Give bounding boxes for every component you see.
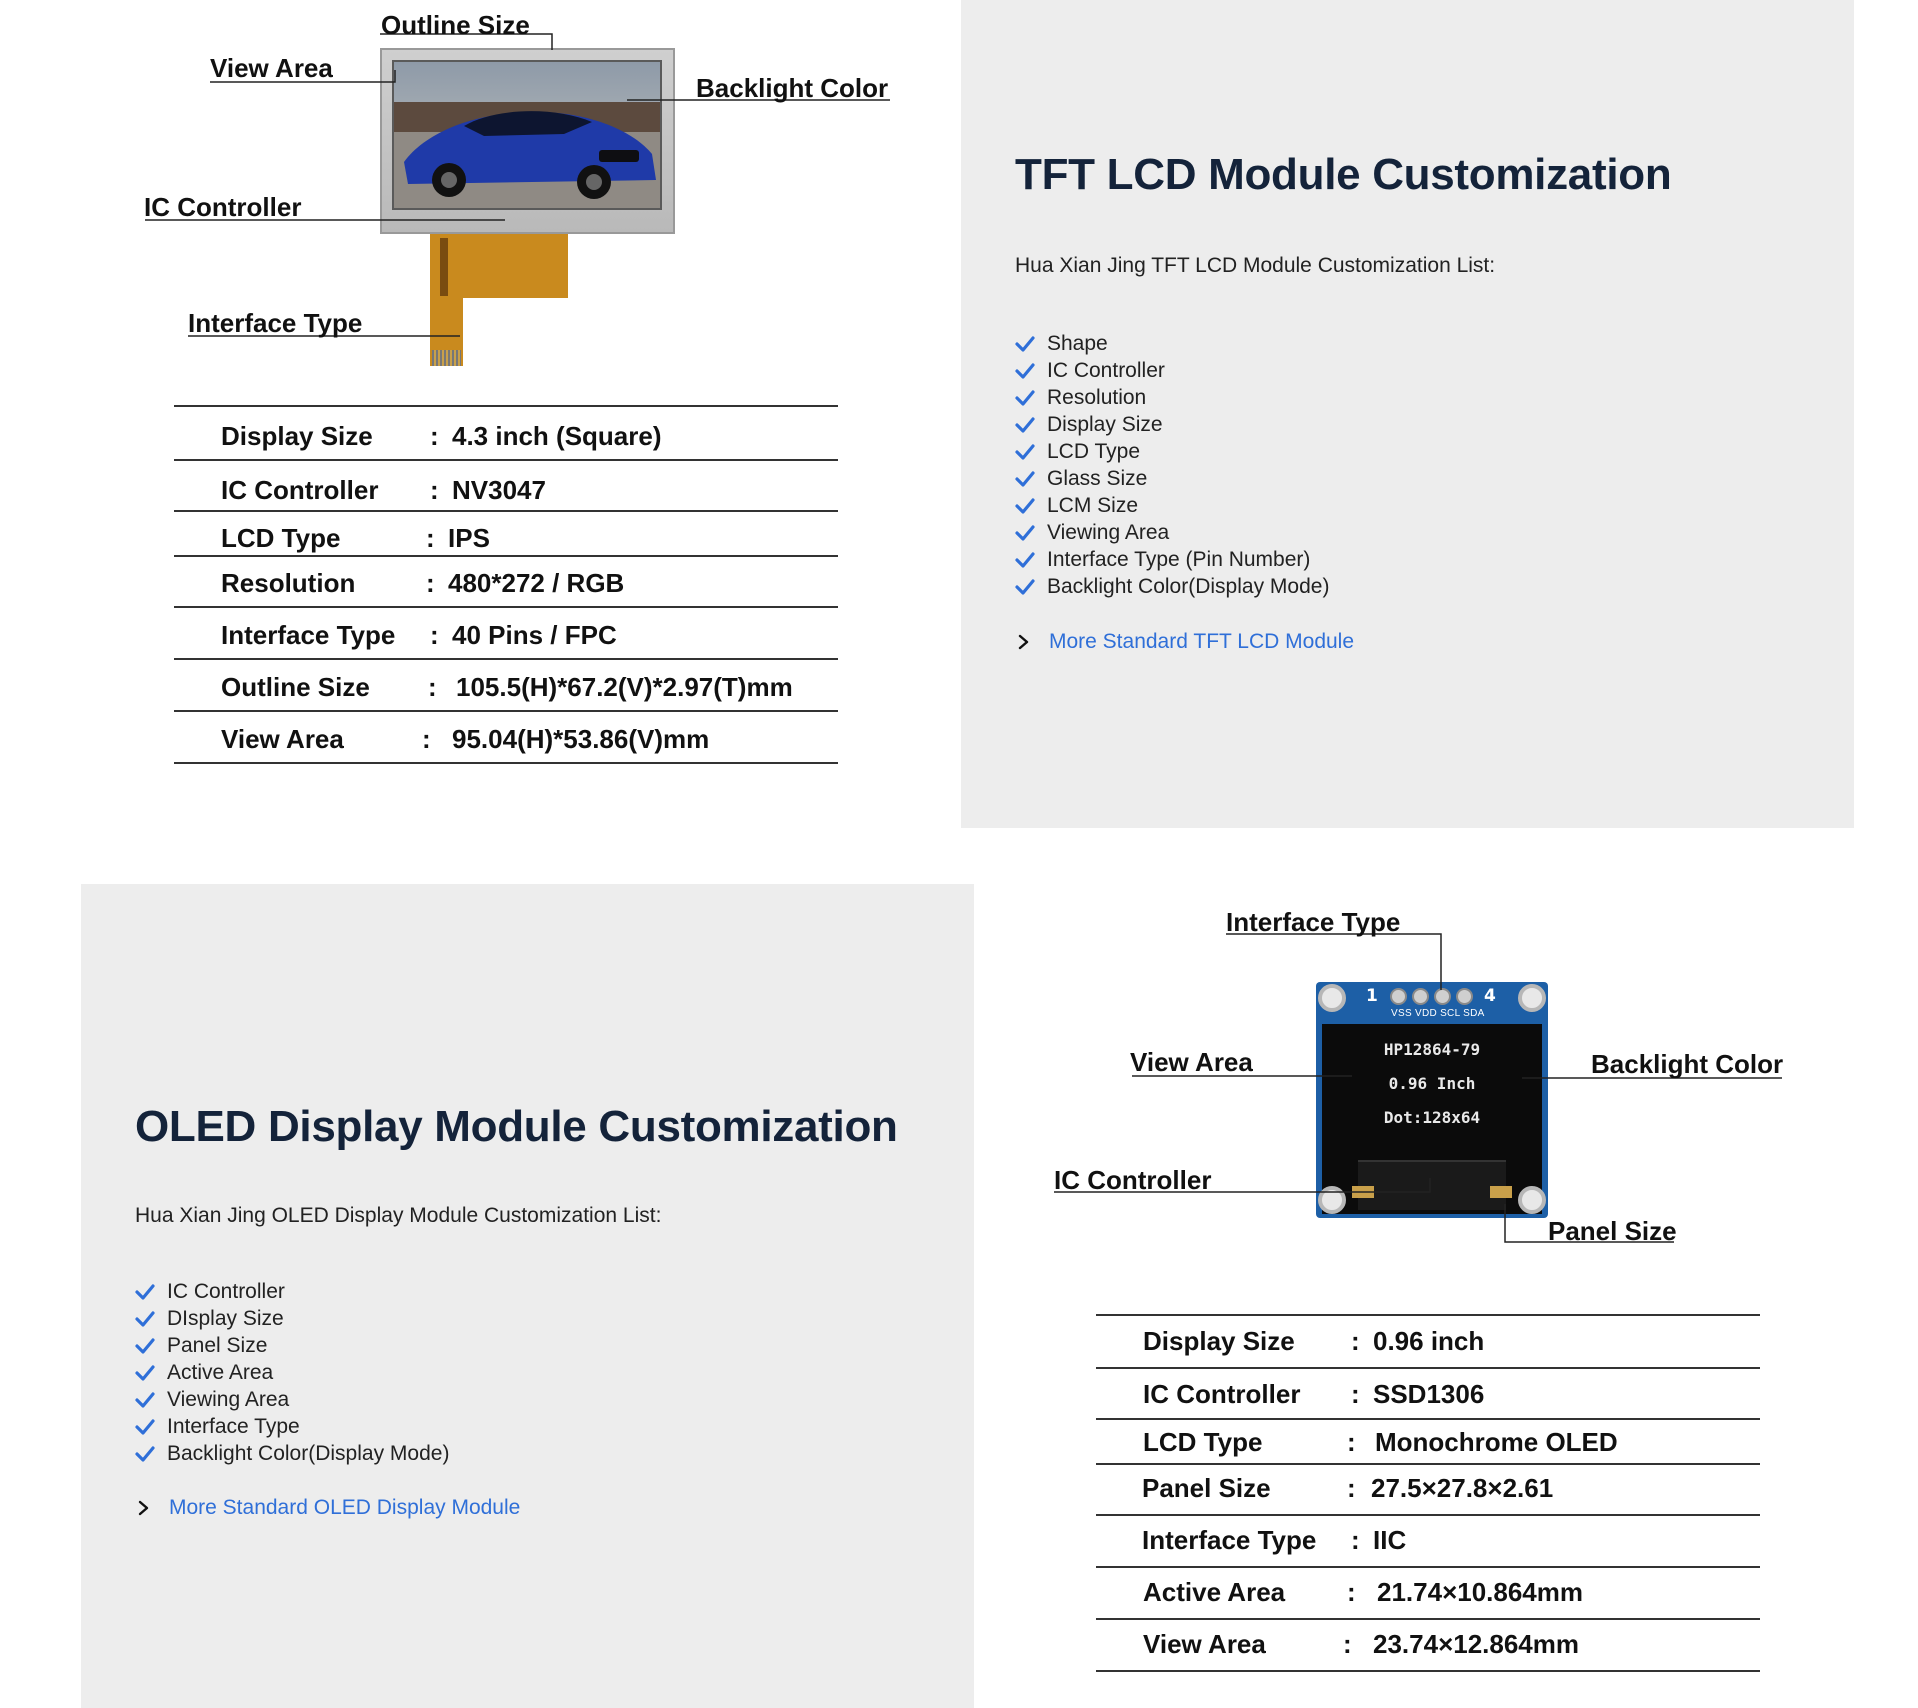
tft-checklist: [1015, 330, 1329, 600]
mounting-hole: [1318, 984, 1346, 1012]
table-row: [174, 517, 838, 559]
list-item-label: Glass Size: [1047, 466, 1148, 490]
spec-colon: :: [428, 671, 437, 702]
smd-component: [1490, 1186, 1512, 1198]
check-icon: [1015, 415, 1035, 435]
spec-colon: :: [1347, 1472, 1356, 1503]
table-rule: [1096, 1463, 1760, 1465]
car-photo-icon: [394, 62, 662, 210]
check-icon: [1015, 550, 1035, 570]
mounting-hole: [1518, 984, 1546, 1012]
table-row: [1096, 1373, 1760, 1415]
spec-key: IC Controller: [1143, 1378, 1301, 1409]
table-rule: [174, 762, 838, 764]
oled-spec-table: [1096, 1314, 1760, 1674]
spec-key: View Area: [221, 723, 344, 754]
table-rule: [174, 606, 838, 608]
spec-value: 105.5(H)*67.2(V)*2.97(T)mm: [456, 671, 793, 702]
spec-key: Interface Type: [1142, 1524, 1317, 1555]
list-item-label: Backlight Color(Display Mode): [1047, 574, 1330, 598]
oled-screen-line-3: Dot:128x64: [1383, 1108, 1481, 1127]
list-item-label: Shape: [1047, 331, 1108, 355]
header-pin: [1412, 988, 1429, 1005]
spec-colon: :: [430, 420, 439, 451]
oled-panel-title: OLED Display Module Customization: [135, 1102, 898, 1151]
oled-panel-subtitle: Hua Xian Jing OLED Display Module Customization List:: [135, 1204, 662, 1227]
list-item: [135, 1386, 449, 1413]
mounting-hole: [1518, 1186, 1546, 1214]
more-oled-link[interactable]: [137, 1496, 520, 1520]
spec-value: IPS: [448, 522, 490, 553]
table-row: [1096, 1421, 1760, 1463]
spec-colon: :: [1351, 1325, 1360, 1356]
label-view-area: View Area: [1130, 1047, 1253, 1077]
fpc-pins: [432, 350, 461, 366]
list-item: [1015, 438, 1329, 465]
spec-value: 95.04(H)*53.86(V)mm: [452, 723, 710, 754]
table-rule: [174, 710, 838, 712]
spec-value: 4.3 inch (Square): [452, 420, 662, 451]
list-item-label: Viewing Area: [1047, 520, 1170, 544]
spec-value: 480*272 / RGB: [448, 567, 625, 598]
pin-labels: VSS VDD SCL SDA: [1391, 1008, 1485, 1019]
oled-customization-panel: [81, 884, 974, 1708]
spec-key: Outline Size: [221, 671, 370, 702]
spec-key: Active Area: [1143, 1576, 1286, 1607]
check-icon: [1015, 469, 1035, 489]
tft-customization-panel: [961, 0, 1854, 828]
list-item: [135, 1440, 449, 1467]
table-row: [174, 718, 838, 760]
spec-value: 40 Pins / FPC: [452, 619, 617, 650]
list-item: [135, 1413, 449, 1440]
spec-key: Display Size: [1143, 1325, 1295, 1356]
list-item-label: LCD Type: [1047, 439, 1140, 463]
oled-screen-line-2: 0.96 Inch: [1388, 1074, 1476, 1093]
list-item-label: Display Size: [1047, 412, 1163, 436]
table-row: [174, 415, 838, 457]
table-rule: [1096, 1670, 1760, 1672]
spec-key: Resolution: [221, 567, 356, 598]
smd-component: [1352, 1186, 1374, 1198]
spec-key: View Area: [1143, 1628, 1266, 1659]
table-rule: [174, 459, 838, 461]
spec-key: IC Controller: [221, 474, 379, 505]
check-icon: [135, 1309, 155, 1329]
spec-colon: :: [1351, 1524, 1360, 1555]
spec-colon: :: [430, 619, 439, 650]
table-row: [1096, 1519, 1760, 1561]
fpc-trace: [440, 238, 448, 298]
table-rule: [174, 510, 838, 512]
list-item: [135, 1278, 449, 1305]
header-pin: [1434, 988, 1451, 1005]
fpc-ribbon: [430, 234, 568, 298]
spec-value: SSD1306: [1373, 1378, 1485, 1409]
check-icon: [135, 1444, 155, 1464]
spec-value: 27.5×27.8×2.61: [1371, 1472, 1554, 1503]
table-rule: [174, 405, 838, 407]
table-row: [1096, 1467, 1760, 1509]
check-icon: [135, 1282, 155, 1302]
spec-colon: :: [422, 723, 431, 754]
check-icon: [1015, 388, 1035, 408]
check-icon: [1015, 496, 1035, 516]
spec-colon: :: [430, 474, 439, 505]
check-icon: [1015, 361, 1035, 381]
label-view-area: View Area: [210, 53, 333, 83]
list-item: [1015, 411, 1329, 438]
list-item: [1015, 492, 1329, 519]
table-row: [174, 469, 838, 511]
label-ic-controller: IC Controller: [144, 192, 302, 222]
spec-key: Interface Type: [221, 619, 396, 650]
list-item: [135, 1359, 449, 1386]
more-oled-link-label: More Standard OLED Display Module: [169, 1496, 521, 1519]
table-row: [174, 666, 838, 708]
table-rule: [1096, 1418, 1760, 1420]
spec-colon: :: [1343, 1628, 1352, 1659]
table-rule: [1096, 1618, 1760, 1620]
list-item-label: Panel Size: [167, 1333, 268, 1357]
header-pin: [1390, 988, 1407, 1005]
list-item-label: Interface Type (Pin Number): [1047, 547, 1311, 571]
spec-colon: :: [1351, 1378, 1360, 1409]
pin-number-last: 4: [1484, 986, 1496, 1006]
oled-checklist: [135, 1278, 449, 1467]
list-item: [1015, 384, 1329, 411]
label-outline-size: Outline Size: [381, 10, 530, 40]
list-item: [1015, 519, 1329, 546]
table-row: [1096, 1320, 1760, 1362]
list-item: [1015, 357, 1329, 384]
more-tft-link-label: More Standard TFT LCD Module: [1049, 630, 1355, 653]
check-icon: [135, 1336, 155, 1356]
spec-key: Display Size: [221, 420, 373, 451]
check-icon: [135, 1390, 155, 1410]
table-rule: [174, 555, 838, 557]
list-item-label: DIsplay Size: [167, 1306, 284, 1330]
check-icon: [1015, 523, 1035, 543]
tft-panel-title: TFT LCD Module Customization: [1015, 150, 1672, 199]
pin-number-first: 1: [1366, 986, 1378, 1006]
list-item-label: IC Controller: [167, 1279, 285, 1303]
lcd-screen-image: [392, 60, 662, 210]
list-item: [135, 1305, 449, 1332]
spec-value: IIC: [1373, 1524, 1407, 1555]
tft-panel-subtitle: Hua Xian Jing TFT LCD Module Customization List:: [1015, 254, 1496, 277]
list-item: [135, 1332, 449, 1359]
spec-value: NV3047: [452, 474, 546, 505]
check-icon: [1015, 577, 1035, 597]
chevron-right-icon: [137, 1500, 151, 1516]
check-icon: [135, 1417, 155, 1437]
more-tft-link[interactable]: [1017, 630, 1354, 654]
table-rule: [1096, 1566, 1760, 1568]
check-icon: [135, 1363, 155, 1383]
spec-key: LCD Type: [221, 522, 341, 553]
list-item: [1015, 330, 1329, 357]
spec-key: LCD Type: [1143, 1426, 1263, 1457]
table-rule: [1096, 1367, 1760, 1369]
spec-value: 21.74×10.864mm: [1377, 1576, 1584, 1607]
list-item: [1015, 546, 1329, 573]
table-rule: [1096, 1514, 1760, 1516]
spec-colon: :: [1347, 1426, 1356, 1457]
table-row: [1096, 1623, 1760, 1665]
oled-screen-line-1: HP12864-79: [1383, 1040, 1481, 1059]
list-item: [1015, 465, 1329, 492]
label-panel-size: Panel Size: [1548, 1216, 1677, 1246]
chevron-right-icon: [1017, 634, 1031, 650]
label-ic-controller: IC Controller: [1054, 1165, 1212, 1195]
spec-colon: :: [426, 522, 435, 553]
spec-key: Panel Size: [1142, 1472, 1271, 1503]
table-rule: [174, 658, 838, 660]
check-icon: [1015, 334, 1035, 354]
list-item-label: Resolution: [1047, 385, 1147, 409]
header-pin: [1456, 988, 1473, 1005]
label-interface-type: Interface Type: [188, 308, 363, 338]
list-item-label: LCM Size: [1047, 493, 1139, 517]
spec-value: 0.96 inch: [1373, 1325, 1485, 1356]
list-item-label: Viewing Area: [167, 1387, 290, 1411]
oled-flex-cable: [1358, 1160, 1506, 1210]
label-interface-type: Interface Type: [1226, 907, 1401, 937]
table-rule: [1096, 1314, 1760, 1316]
spec-value: Monochrome OLED: [1375, 1426, 1618, 1457]
list-item: [1015, 573, 1329, 600]
table-row: [174, 562, 838, 604]
list-item-label: IC Controller: [1047, 358, 1165, 382]
table-row: [1096, 1571, 1760, 1613]
spec-colon: :: [1347, 1576, 1356, 1607]
label-backlight-color: Backlight Color: [696, 73, 889, 103]
label-backlight-color: Backlight Color: [1591, 1049, 1784, 1079]
list-item-label: Interface Type: [167, 1414, 300, 1438]
list-item-label: Active Area: [167, 1360, 274, 1384]
list-item-label: Backlight Color(Display Mode): [167, 1441, 450, 1465]
spec-value: 23.74×12.864mm: [1373, 1628, 1580, 1659]
spec-colon: :: [426, 567, 435, 598]
tft-spec-table: [174, 405, 838, 765]
table-row: [174, 614, 838, 656]
mounting-hole: [1318, 1186, 1346, 1214]
check-icon: [1015, 442, 1035, 462]
